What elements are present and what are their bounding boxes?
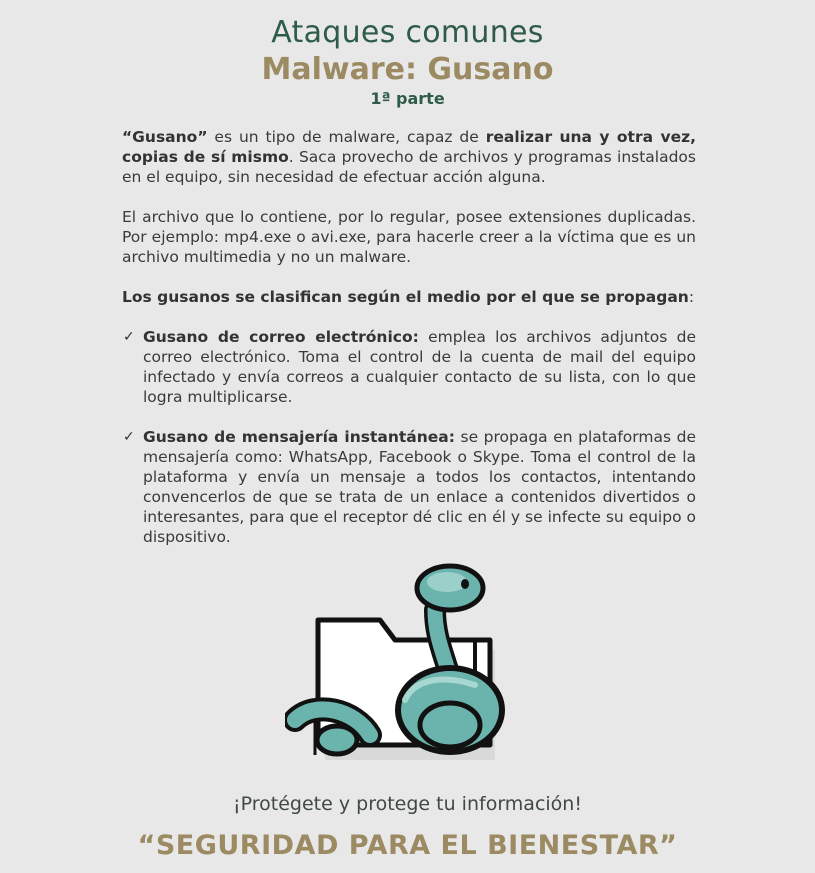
classification-bold: Los gusanos se clasifican según el medio por el que se propagan — [122, 288, 689, 306]
list-item — [122, 427, 696, 547]
folder-worm-icon — [285, 560, 535, 770]
page-title: Malware: Gusano — [261, 52, 554, 87]
list-item-text: emplea los archivos adjuntos de correo electrónico. Toma el control de la cuenta de mail del equipo infectado y envía correos a cualquier contacto de su lista, con lo que logra multiplicarse. — [143, 328, 696, 406]
motto: “SEGURIDAD PARA EL BIENESTAR” — [137, 830, 678, 861]
list-item-title: Gusano de correo electrónico: — [143, 328, 419, 346]
extension-paragraph: El archivo que lo contiene, por lo regular, posee extensiones duplicadas. Por ejemplo: mp4.exe o avi.exe, para hacerle creer a la víctima que es un archivo multimedia y no un malware. — [122, 208, 696, 266]
article-body — [122, 127, 696, 567]
page-subtitle: 1ª parte — [370, 89, 445, 108]
classification-paragraph — [122, 287, 696, 307]
page-category-title: Ataques comunes — [271, 15, 544, 50]
list-item — [122, 327, 696, 407]
header — [0, 14, 815, 110]
list-item-text: se propaga en plataformas de mensajería como: WhatsApp, Facebook o Skype. Toma el control de la plataforma y envía un mensaje a todos los contactos, intentando convencerlos de que se trata de un enlace a contenidos divertidos o interesantes, para que el receptor dé clic en él y se infecte su equipo o dispositivo. — [143, 428, 696, 546]
classification-tail: : — [688, 288, 695, 306]
checkmark-icon: ✓ — [123, 429, 135, 445]
intro-text-2: . Saca provecho de archivos y programas instalados en el equipo, sin necesidad de efectuar acción alguna. — [122, 148, 696, 186]
worm-types-list — [122, 327, 696, 547]
intro-lead: “Gusano” — [122, 128, 208, 146]
intro-text-1: es un tipo de malware, capaz de — [207, 128, 486, 146]
checkmark-icon: ✓ — [123, 329, 135, 345]
intro-paragraph — [122, 127, 696, 187]
slogan: ¡Protégete y protege tu información! — [233, 793, 582, 815]
intro-bold: realizar una y otra vez, copias de sí mismo — [122, 128, 696, 166]
list-item-title: Gusano de mensajería instantánea: — [143, 428, 455, 446]
